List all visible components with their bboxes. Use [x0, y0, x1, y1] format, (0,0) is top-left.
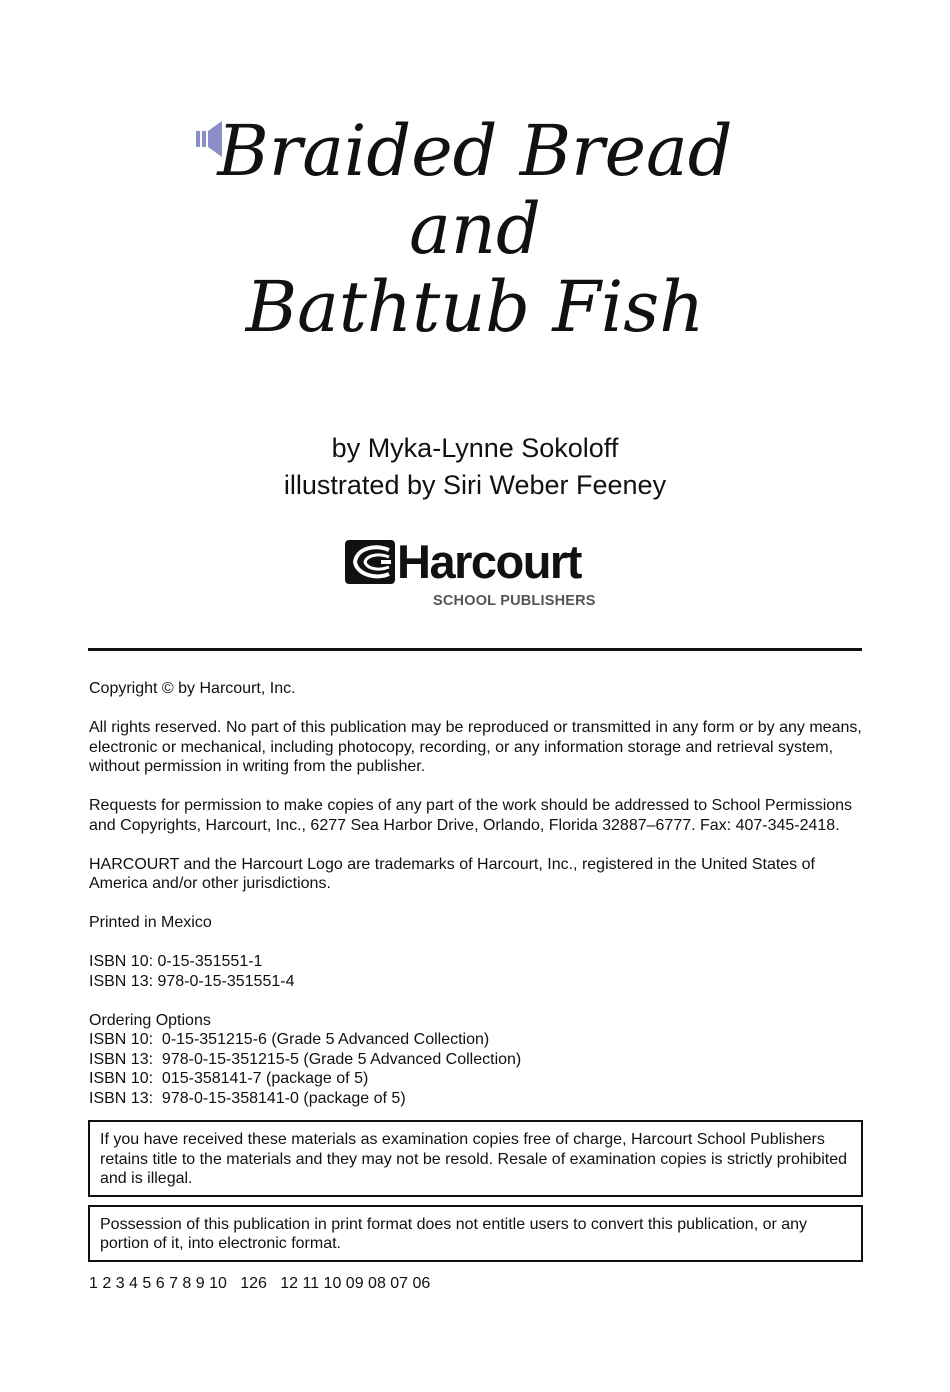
logo-subtitle: SCHOOL PUBLISHERS [433, 593, 596, 609]
isbn-13: ISBN 13: 978-0-15-351551-4 [89, 972, 295, 990]
book-title [150, 112, 800, 346]
copyright-block [89, 679, 864, 1293]
author-credit: by Myka-Lynne Sokoloff [331, 433, 619, 463]
divider-rule [88, 648, 862, 651]
logo-wordmark: Harcourt [397, 535, 581, 588]
isbn-block [89, 952, 864, 991]
print-line: 1 2 3 4 5 6 7 8 9 10 126 12 11 10 09 08 07 06 [89, 1274, 431, 1292]
ordering-title: Ordering Options [89, 1011, 211, 1029]
ordering-item: ISBN 13: 978-0-15-358141-0 (package of 5) [89, 1089, 406, 1107]
examination-notice: If you have received these materials as examination copies free of charge, Harcourt School Publishers retains title to the materials and they may not be resold. Resale of examination copies is strictly prohibited and is illegal. [88, 1120, 863, 1197]
title-line-3: Bathtub Fish [245, 266, 705, 348]
trademark-paragraph: HARCOURT and the Harcourt Logo are trademarks of Harcourt, Inc., registered in the United States of America and/or other jurisdictions. [89, 855, 815, 892]
requests-paragraph: Requests for permission to make copies of any part of the work should be addressed to School Permissions and Copyrights, Harcourt, Inc., 6277 Sea Harbor Drive, Orlando, Florida 32887–6777. Fax: 407-345-2418. [89, 797, 853, 834]
ordering-options [89, 1011, 864, 1109]
ordering-item: ISBN 10: 015-358141-7 (package of 5) [89, 1070, 369, 1087]
ordering-item: ISBN 10: 0-15-351215-6 (Grade 5 Advanced Collection) [89, 1031, 490, 1048]
electronic-format-notice: Possession of this publication in print format does not entitle users to convert this publication, or any portion of it, into electronic format. [88, 1205, 863, 1262]
credits [150, 430, 800, 504]
rights-paragraph: All rights reserved. No part of this publication may be reproduced or transmitted in any form or by any means, electronic or mechanical, including photocopy, recording, or any information storage and retrieval system, without permission in writing from the publisher. [89, 719, 862, 775]
illustrator-credit: illustrated by Siri Weber Feeney [283, 470, 667, 500]
printed-in: Printed in Mexico [89, 914, 212, 931]
copyright-line: Copyright © by Harcourt, Inc. [89, 680, 296, 697]
isbn-10: ISBN 10: 0-15-351551-1 [89, 953, 263, 970]
ordering-item: ISBN 13: 978-0-15-351215-5 (Grade 5 Advanced Collection) [89, 1050, 522, 1068]
title-line-1: Braided Bread [217, 110, 733, 192]
title-line-2: and [409, 188, 541, 270]
publisher-logo [345, 535, 607, 612]
harcourt-swoosh-logo [345, 540, 395, 584]
